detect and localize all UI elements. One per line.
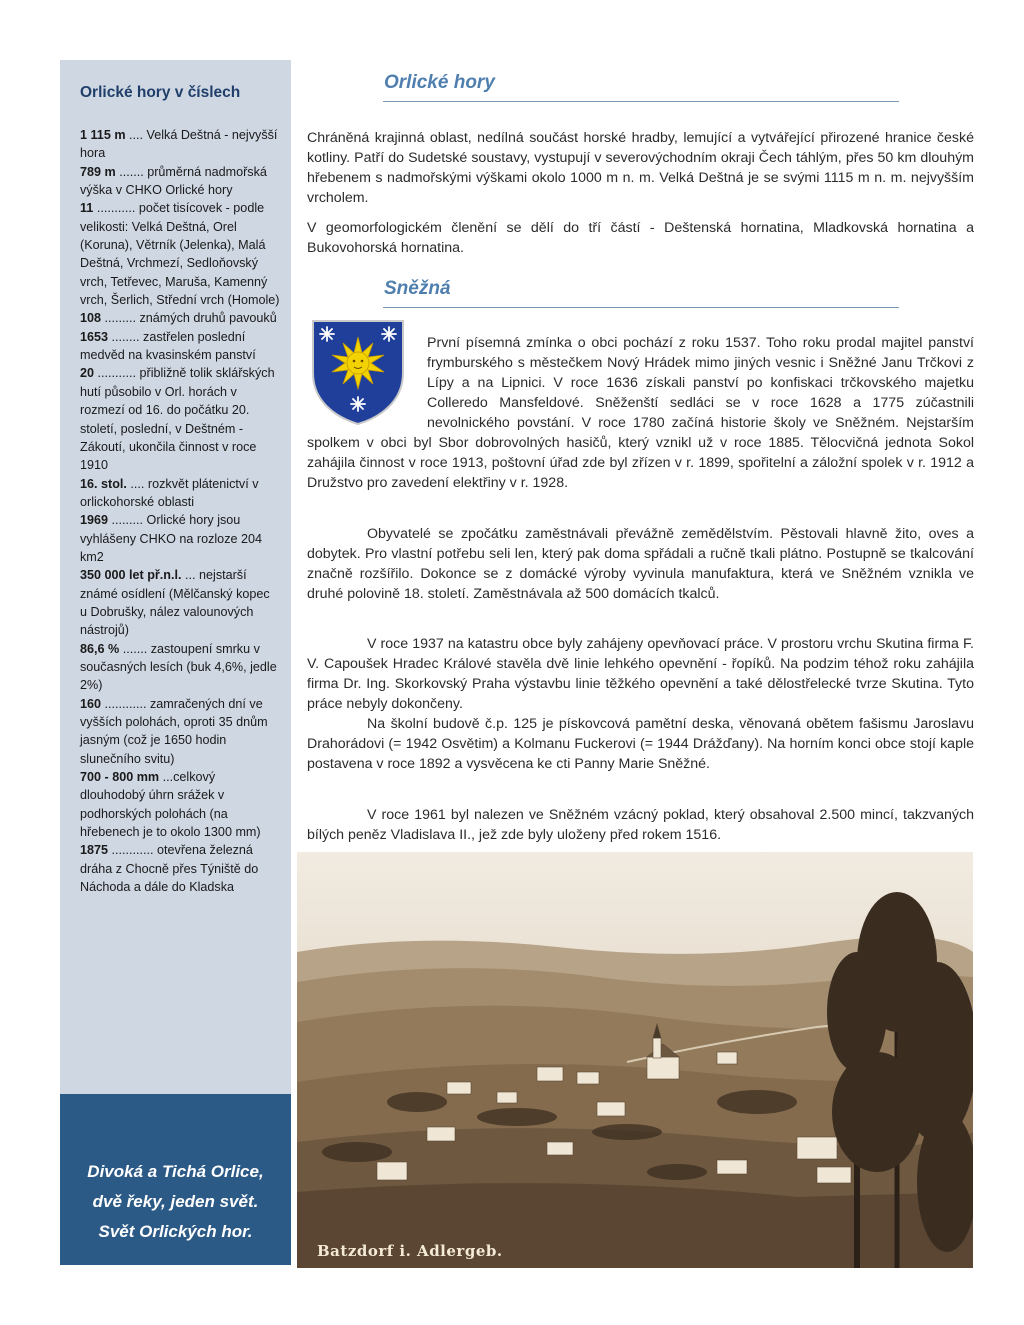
fact-item xyxy=(80,328,280,365)
fact-text: ....... průměrná nadmořská výška v CHKO Orlické hory xyxy=(80,164,267,198)
fact-text: ............ zamračených dní ve vyšších polohách, oproti 35 dnům jasným (což je 1650 hodin slunečního svitu) xyxy=(80,696,268,766)
intro-paragraph: Chráněná krajinná oblast, nedílná součást horské hradby, lemující a vytvářející přirozené hranice české kotliny. Patří do Sudetské soustavy, vystupují v severovýchodním okraji Čech táhlým, přes 50 km dlouhým hřebenem s nadmořskými výškami okolo 1000 m n. m. Velká Deštná je se svými 1115 m n. m. nejvyšším vrcholem. xyxy=(307,130,974,206)
heading-rule xyxy=(383,307,899,308)
fact-item xyxy=(80,695,280,768)
heading-rule xyxy=(383,101,899,102)
photo-caption: Batzdorf i. Adlergeb. xyxy=(317,1242,503,1260)
section-heading-snezna: Sněžná xyxy=(384,278,451,299)
fact-key: 1 115 m xyxy=(80,128,126,142)
fact-item xyxy=(80,364,280,474)
fact-key: 86,6 % xyxy=(80,641,120,656)
history-paragraph xyxy=(307,333,974,493)
fact-text: ......... Orlické hory jsou vyhlášeny CHKO na rozloze 204 km2 xyxy=(80,513,263,564)
history-text: První písemná zmínka o obci pochází z roku 1537. Toho roku prodal majitel panství frymburského s městečkem Nový Hrádek mimo jiných vesnic i Sněžné Janu Trčkovi z Lípy a na Lipnici. V roce 1636 získali panství po konfiskaci trčkovského majetku Colleredo Mansfeldové. Sněženští sedláci se v roce 1628 a 1775 zúčastnili nevolnického povstání. V roce 1780 začíná historie školy ve Sněžném. Nejstarším spolkem v obci byl Sbor dobrovolných hasičů, který vznikl už v roce 1885. Tělocvičná jednota Sokol zahájila činnost v roce 1913, poštovní úřad zde byl zřízen v r. 1899, spořitelní a záložní spolek v r. 1912 a Družstvo pro zavedení elektřiny v r. 1928. xyxy=(307,335,974,491)
fact-key: 11 xyxy=(80,201,94,216)
village-landscape-image xyxy=(297,852,973,1268)
quote-line: Divoká a Tichá Orlice, xyxy=(87,1162,264,1181)
fact-key: 108 xyxy=(80,311,102,326)
quote-line: Svět Orlických hor. xyxy=(98,1222,253,1241)
fact-key: 16. stol. xyxy=(80,476,127,491)
fact-item xyxy=(80,475,280,512)
fact-item xyxy=(80,566,280,639)
fact-text: .... rozkvět plátenictví v orlickohorské oblasti xyxy=(80,476,259,509)
fact-key: 350 000 let př.n.l. xyxy=(80,568,182,583)
coat-wrap-spacer xyxy=(307,333,427,417)
fact-text: ... nejstarší známé osídlení (Mělčanský kopec u Dobrušky, nález valounových nástrojů) xyxy=(80,568,270,638)
memorial-paragraph: Na školní budově č.p. 125 je pískovcová pamětní deska, věnovaná obětem fašismu Jaroslavu Drahorádovi (= 1942 Osvětim) a Kolmanu Fuckerovi (= 1944 Drážďany). Na horním konci obce stojí kaple postavena v roce 1892 a vysvěcena ke cti Panny Marie Sněžné. xyxy=(307,716,974,772)
fact-text: ............ otevřena železná dráha z Chocně přes Týniště do Náchoda a dále do Kladska xyxy=(80,843,259,895)
fact-key: 1969 xyxy=(80,513,109,528)
quote-text xyxy=(60,1157,291,1247)
fact-text: ....... zastoupení smrku v současných lesích (buk 4,6%, jedle 2%) xyxy=(80,641,277,693)
fact-key: 1875 xyxy=(80,843,109,858)
fact-text: ......... známých druhů pavouků xyxy=(101,311,277,326)
fact-text: ........... počet tisícovek - podle velikosti: Velká Deštná, Orel (Koruna), Větrník (Jelenka), Malá Deštná, Vrchmezí, Sedloňovský vrch, Tetřevec, Maruša, Kamenný vrch, Šerlich, Střední vrch (Homole) xyxy=(80,201,280,308)
fact-key: 700 - 800 mm xyxy=(80,770,160,785)
quote-box xyxy=(60,1094,291,1265)
fact-item xyxy=(80,640,280,695)
facts-list xyxy=(80,126,280,896)
fact-text: ........ zastřelen poslední medvěd na kvasinském panství xyxy=(80,329,256,363)
quote-line: dvě řeky, jeden svět. xyxy=(92,1192,259,1211)
fact-text: .... Velká Deštná - nejvyšší hora xyxy=(80,128,278,161)
sidebar-title: Orlické hory v číslech xyxy=(80,84,241,101)
occupation-paragraph: Obyvatelé se zpočátku zaměstnávali převážně zemědělstvím. Pěstovali hlavně žito, oves a dobytek. Pro vlastní potřebu seli len, který pak doma spřádali a ručně tkali plátno. Postupně se tkalcování značně rozšířilo. Dokonce se z domácké výroby vyvinula manufaktura, která ve Sněžném vznikla ve druhé polovině 18. století. Zaměstnávala až 500 domácích tkalců. xyxy=(307,526,974,602)
fact-key: 789 m xyxy=(80,164,116,179)
fact-item xyxy=(80,841,280,896)
fact-text: ...celkový dlouhodobý úhrn srážek v podhorských polohách (na hřebenech je to okolo 1300 mm) xyxy=(80,770,261,840)
fact-text: ........... přibližně tolik sklářských hutí působilo v Orl. horách v rozmezí od 16. do počátku 20. století, poslední, v Deštném - Zákoutí, ukončila činnost v roce 1910 xyxy=(80,366,275,473)
fact-key: 20 xyxy=(80,366,95,381)
treasure-paragraph: V roce 1961 byl nalezen ve Sněžném vzácný poklad, který obsahoval 2.500 mincí, takzvaných bílých peněz Vladislava II., jež zde byly uloženy před rokem 1516. xyxy=(307,807,974,843)
geomorphology-paragraph: V geomorfologickém členění se dělí do tří částí - Deštenská hornatina, Mladkovská hornatina a Bukovohorská hornatina. xyxy=(307,220,974,256)
fact-item xyxy=(80,199,280,309)
fact-item xyxy=(80,511,280,566)
fact-key: 160 xyxy=(80,696,102,711)
section-heading-orlicke-hory: Orlické hory xyxy=(384,72,495,93)
historic-village-photo xyxy=(297,852,973,1268)
fact-item xyxy=(80,126,280,163)
facts-sidebar xyxy=(60,60,291,1094)
fact-item xyxy=(80,163,280,200)
fact-item xyxy=(80,309,280,327)
fortification-paragraph: V roce 1937 na katastru obce byly zahájeny opevňovací práce. V prostoru vrchu Skutina firma F. V. Capoušek Hradec Králové stavěla dvě linie lehkého opevnění - řopíků. Na podzim téhož roku zahájila firma Dr. Ing. Skorkovský Praha výstavbu linie těžkého opevnění a také dělostřelecké tvrze Skutina. Tyto práce nebyly dokončeny. xyxy=(307,636,974,712)
fact-item xyxy=(80,768,280,841)
fact-key: 1653 xyxy=(80,329,109,344)
